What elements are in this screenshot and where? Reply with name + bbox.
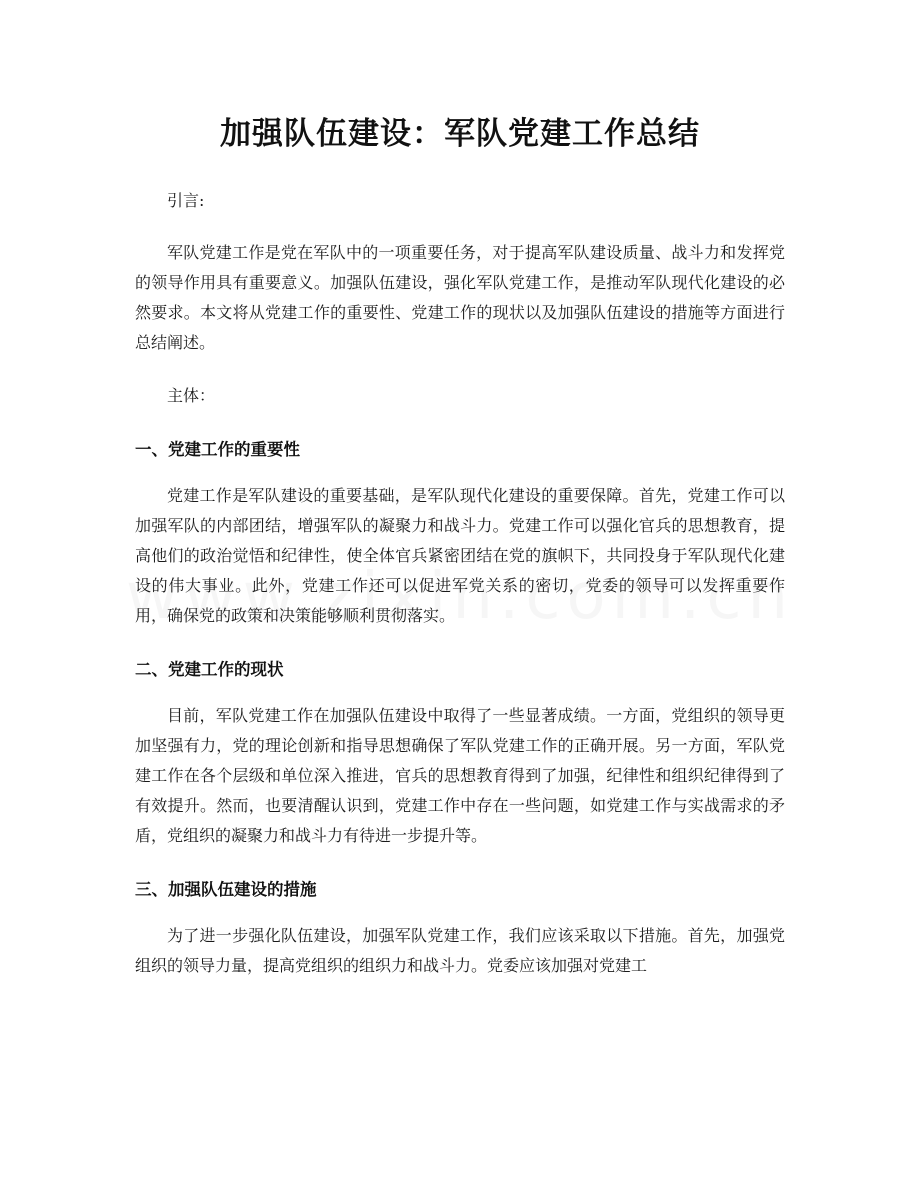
section-paragraph: 为了进一步强化队伍建设，加强军队党建工作，我们应该采取以下措施。首先，加强党组织的领导力量，提高党组织的组织力和战斗力。党委应该加强对党建工 (135, 926, 785, 975)
section-importance (135, 435, 785, 631)
section-paragraph: 目前，军队党建工作在加强队伍建设中取得了一些显著成绩。一方面，党组织的领导更加坚强有力，党的理论创新和指导思想确保了军队党建工作的正确开展。另一方面，军队党建工作在各个层级和单位深入推进，官兵的思想教育得到了加强，纪律性和组织纪律得到了有效提升。然而，也要清醒认识到，党建工作中存在一些问题，如党建工作与实战需求的矛盾，党组织的凝聚力和战斗力有待进一步提升等。 (135, 706, 785, 845)
section-status (135, 655, 785, 851)
intro-label: 引言: (167, 191, 205, 210)
document-title: 加强队伍建设：军队党建工作总结 (220, 116, 700, 152)
section-heading: 二、党建工作的现状 (135, 660, 284, 679)
document-body (135, 186, 785, 981)
main-label: 主体： (167, 386, 216, 405)
section-heading: 三、加强队伍建设的措施 (135, 880, 317, 899)
section-paragraph: 党建工作是军队建设的重要基础，是军队现代化建设的重要保障。首先，党建工作可以加强军队的内部团结，增强军队的凝聚力和战斗力。党建工作可以强化官兵的思想教育，提高他们的政治觉悟和纪律性，使全体官兵紧密团结在党的旗帜下，共同投身于军队现代化建设的伟大事业。此外，党建工作还可以促进军党关系的密切，党委的领导可以发挥重要作用，确保党的政策和决策能够顺利贯彻落实。 (135, 486, 785, 625)
section-measures (135, 875, 785, 981)
intro-paragraph: 军队党建工作是党在军队中的一项重要任务，对于提高军队建设质量、战斗力和发挥党的领导作用具有重要意义。加强队伍建设，强化军队党建工作，是推动军队现代化建设的必然要求。本文将从党建工作的重要性、党建工作的现状以及加强队伍建设的措施等方面进行总结阐述。 (135, 243, 785, 352)
section-heading: 一、党建工作的重要性 (135, 440, 300, 459)
